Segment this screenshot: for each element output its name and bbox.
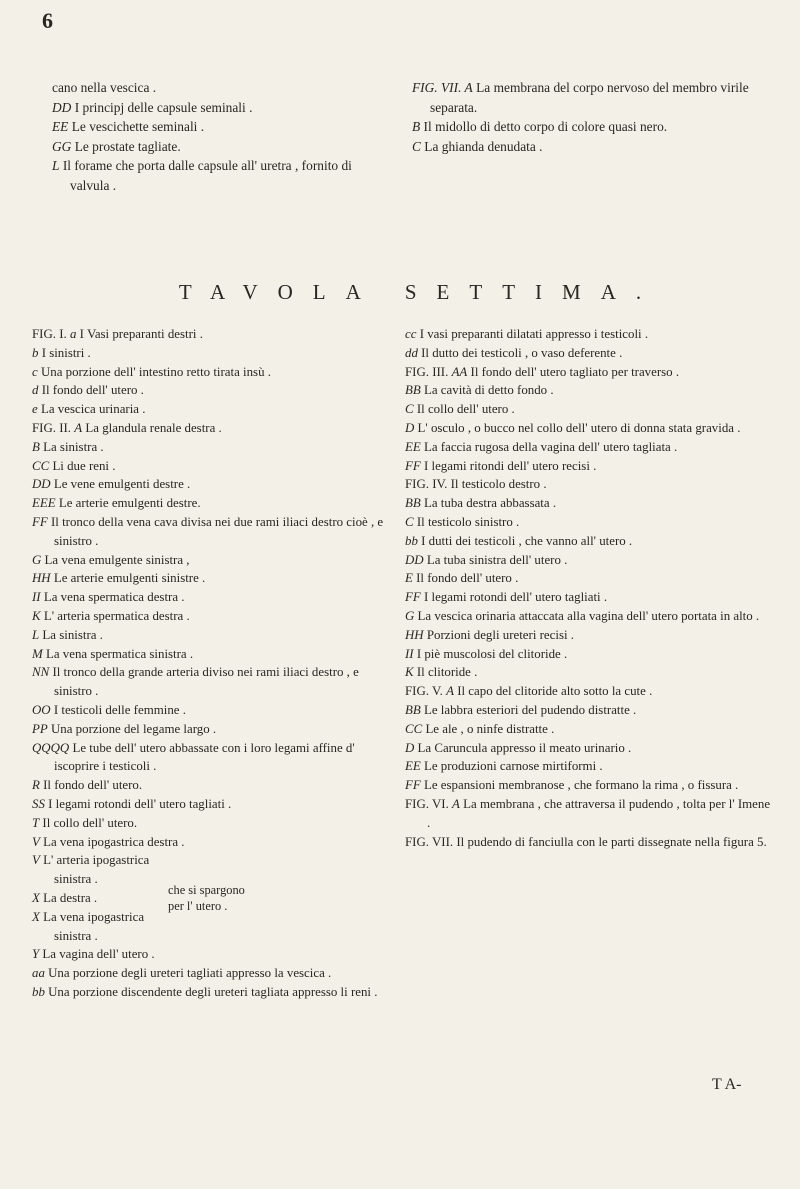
legend-entry: [32, 363, 384, 382]
legend-entry: [32, 607, 384, 626]
brace-text-2: per l' utero .: [168, 899, 228, 914]
legend-key: C: [405, 514, 414, 529]
legend-text: Il fondo dell' utero tagliato per traverso .: [470, 364, 680, 379]
legend-key: FF: [405, 458, 421, 473]
legend-text: Il capo del clitoride alto sotto la cute .: [457, 684, 653, 699]
legend-key: II: [405, 646, 414, 661]
legend-entry: [405, 701, 775, 720]
legend-entry: [405, 607, 775, 626]
legend-text: Le vescichette seminali .: [71, 119, 205, 135]
legend-entry: [405, 551, 775, 570]
plate-heading: TAVOLA SETTIMA.: [178, 280, 662, 304]
legend-entry: [52, 137, 352, 157]
legend-text: La vena emulgente sinistra ,: [44, 552, 190, 567]
legend-text: La vagina dell' utero .: [42, 947, 155, 962]
legend-entry: [32, 475, 384, 494]
legend-text: La vescica orinaria attaccata alla vagina dell' utero portata in alto .: [417, 608, 760, 623]
legend-text: I sinistri .: [41, 345, 91, 360]
legend-text: Il testicolo destro .: [450, 477, 547, 492]
legend-key: dd: [405, 345, 418, 360]
legend-key: BB: [405, 496, 421, 511]
legend-text: Porzioni degli ureteri recisi .: [426, 627, 574, 642]
legend-key: DD: [32, 477, 51, 492]
legend-text: Le arterie emulgenti destre.: [58, 496, 201, 511]
legend-entry: [405, 513, 775, 532]
legend-key: bb: [32, 984, 45, 999]
legend-text: Il fondo dell' utero.: [43, 778, 143, 793]
legend-key: HH: [405, 627, 424, 642]
legend-entry: [405, 626, 775, 645]
legend-entry: [32, 438, 384, 457]
legend-text: Il dutto dei testicoli , o vaso deferente .: [421, 345, 623, 360]
legend-key: E: [405, 571, 413, 586]
legend-entry: [405, 682, 775, 701]
legend-key: CC: [32, 458, 50, 473]
legend-text: La vescica urinaria .: [40, 402, 146, 417]
legend-key: FF: [32, 514, 48, 529]
legend-key: OO: [32, 702, 51, 717]
legend-entry: [32, 626, 384, 645]
legend-text: Li due reni .: [52, 458, 116, 473]
legend-text: Il tronco della grande arteria diviso nei rami iliaci destro , e sinistro .: [52, 665, 359, 699]
arteries-brace-group: [32, 851, 384, 945]
legend-entry: [32, 833, 384, 852]
legend-entry: [32, 513, 384, 551]
legend-entry: [405, 325, 775, 344]
legend-key: bb: [405, 533, 418, 548]
legend-key: X: [32, 909, 40, 924]
legend-key: SS: [32, 796, 45, 811]
legend-key: B: [32, 439, 40, 454]
legend-key: Y: [32, 947, 40, 962]
legend-text: Le labbra esteriori del pudendo distratte .: [423, 702, 637, 717]
legend-entry: [32, 551, 384, 570]
legend-entry: [32, 776, 384, 795]
legend-key: NN: [32, 665, 50, 680]
legend-entry: [32, 344, 384, 363]
legend-text: L' arteria spermatica destra .: [43, 608, 190, 623]
figure-label: FIG. VI.: [405, 796, 449, 811]
legend-key: V: [32, 853, 40, 868]
brace-text-1: che si spargono: [168, 883, 245, 898]
figure-label: FIG. VII.: [405, 834, 454, 849]
legend-text: Una porzione dell' intestino retto tirata insù .: [40, 364, 271, 379]
legend-text: La vena spermatica sinistra .: [45, 646, 194, 661]
legend-text: cano nella vescica .: [52, 80, 157, 95]
legend-text: Il clitoride .: [416, 665, 478, 680]
legend-text: Il tronco della vena cava divisa nei due rami iliaci destro cioè , e sinistro .: [50, 514, 384, 548]
legend-key: EE: [52, 119, 69, 135]
legend-entry: [405, 438, 775, 457]
legend-key: FIG. VII. A: [412, 80, 473, 95]
legend-key: d: [32, 383, 39, 398]
legend-text: I principj delle capsule seminali .: [74, 99, 253, 115]
legend-key: PP: [32, 721, 48, 736]
legend-text: Il fondo dell' utero .: [416, 571, 519, 586]
top-left-column: [52, 78, 352, 196]
left-column: [32, 325, 384, 1002]
legend-key: K: [32, 608, 41, 623]
legend-key: II: [32, 590, 41, 605]
legend-text: Una porzione degli ureteri tagliati appresso la vescica .: [48, 966, 332, 981]
legend-key: C: [412, 138, 421, 154]
legend-entry: [405, 419, 775, 438]
legend-entry: [405, 475, 775, 494]
legend-key: A: [446, 684, 454, 699]
legend-key: QQQQ: [32, 740, 70, 755]
figure-label: FIG. IV.: [405, 477, 448, 492]
legend-key: M: [32, 646, 43, 661]
legend-entry: [405, 494, 775, 513]
legend-text: Il collo dell' utero .: [416, 402, 515, 417]
legend-text: Il pudendo di fanciulla con le parti dissegnate nella figura 5.: [456, 834, 767, 849]
legend-text: I vasi preparanti dilatati appresso i testicoli .: [419, 327, 649, 341]
brace-note: [162, 882, 245, 914]
legend-text: L' osculo , o bucco nel collo dell' utero di donna stata gravida .: [417, 420, 741, 435]
legend-entry: [405, 645, 775, 664]
legend-key: D: [405, 740, 415, 755]
legend-key: K: [405, 665, 414, 680]
legend-text: Una porzione discendente degli ureteri tagliata appresso li reni .: [48, 984, 378, 999]
legend-entry: [32, 588, 384, 607]
catchword: T A-: [712, 1076, 742, 1093]
legend-entry: [32, 908, 162, 946]
legend-text: Le vene emulgenti destre .: [53, 477, 191, 492]
legend-key: DD: [405, 552, 424, 567]
legend-text: La sinistra .: [42, 627, 103, 642]
figure-label: FIG. V.: [405, 684, 443, 699]
legend-text: La destra .: [43, 890, 98, 905]
top-right-column: [412, 78, 772, 156]
legend-entry: [32, 851, 162, 889]
legend-entry: [32, 795, 384, 814]
legend-text: La tuba sinistra dell' utero .: [426, 552, 568, 567]
legend-key: HH: [32, 571, 51, 586]
legend-key: b: [32, 345, 39, 360]
legend-key: EE: [405, 759, 421, 774]
legend-entry: [32, 739, 384, 777]
legend-entry: [32, 569, 384, 588]
legend-text: I legami ritondi dell' utero recisi .: [423, 458, 597, 473]
legend-text: La cavità di detto fondo .: [423, 383, 554, 398]
legend-key: AA: [451, 364, 468, 379]
legend-entry: [32, 720, 384, 739]
legend-entry: [405, 776, 775, 795]
legend-text: Le ale , o ninfe distratte .: [425, 721, 555, 736]
legend-text: La membrana del corpo nervoso del membro virile separata.: [430, 80, 749, 115]
legend-text: Le espansioni membranose , che formano la rima , o fissura .: [423, 778, 739, 793]
legend-text: I legami rotondi dell' utero tagliati .: [48, 796, 232, 811]
legend-entry: [32, 400, 384, 419]
right-column: [405, 325, 775, 851]
legend-key: a: [69, 327, 77, 341]
legend-text: La vena ipogastrica sinistra .: [43, 909, 145, 943]
legend-key: BB: [405, 702, 421, 717]
legend-key: aa: [32, 966, 45, 981]
legend-key: D: [405, 420, 415, 435]
legend-key: L: [32, 627, 40, 642]
legend-key: FF: [405, 778, 421, 793]
legend-entry: [32, 325, 384, 344]
legend-entry: [405, 381, 775, 400]
legend-key: cc: [405, 327, 417, 341]
legend-entry: [32, 889, 162, 908]
legend-key: A: [74, 420, 83, 435]
legend-key: e: [32, 402, 38, 417]
legend-key: CC: [405, 721, 423, 736]
legend-text: Il fondo dell' utero .: [41, 383, 144, 398]
legend-entry: [405, 569, 775, 588]
legend-entry: [405, 532, 775, 551]
legend-key: G: [32, 552, 42, 567]
legend-text: Le arterie emulgenti sinistre .: [53, 571, 206, 586]
legend-text: I dutti dei testicoli , che vanno all' utero .: [421, 533, 633, 548]
legend-entry: [32, 457, 384, 476]
legend-entry: [32, 814, 384, 833]
legend-key: G: [405, 608, 415, 623]
legend-text: Una porzione del legame largo .: [50, 721, 217, 736]
legend-key: c: [32, 364, 38, 379]
legend-entry: [52, 156, 352, 195]
legend-entry: [32, 494, 384, 513]
legend-text: Le prostate tagliate.: [74, 138, 181, 154]
legend-entry: [32, 945, 384, 964]
legend-text: L' arteria ipogastrica sinistra .: [43, 853, 150, 887]
legend-key: BB: [405, 383, 421, 398]
legend-text: Il testicolo sinistro .: [416, 514, 520, 529]
legend-text: La vena spermatica destra .: [43, 590, 185, 605]
legend-text: Il midollo di detto corpo di colore quasi nero.: [423, 119, 668, 135]
legend-key: T: [32, 815, 40, 830]
figure-label: FIG. I.: [32, 327, 67, 341]
legend-entry: [405, 739, 775, 758]
legend-entry: [32, 419, 384, 438]
figure-label: FIG. II.: [32, 420, 72, 435]
legend-text: La tuba destra abbassata .: [423, 496, 557, 511]
legend-entry: [32, 983, 384, 1002]
legend-entry: [405, 833, 775, 852]
legend-entry: [405, 363, 775, 382]
legend-text: I Vasi preparanti destri .: [79, 327, 203, 341]
legend-text: La sinistra .: [43, 439, 104, 454]
figure-label: FIG. III.: [405, 364, 449, 379]
legend-key: L: [52, 158, 60, 174]
legend-text: La glandula renale destra .: [85, 420, 222, 435]
legend-key: EEE: [32, 496, 56, 511]
legend-key: V: [32, 834, 40, 849]
legend-key: X: [32, 890, 40, 905]
legend-entry: [405, 663, 775, 682]
legend-entry: [52, 117, 352, 137]
legend-text: I legami rotondi dell' utero tagliati .: [423, 590, 608, 605]
legend-text: La ghianda denudata .: [424, 138, 543, 154]
legend-text: I testicoli delle femmine .: [53, 702, 186, 717]
legend-entry: [412, 78, 772, 117]
legend-text: La vena ipogastrica destra .: [43, 834, 185, 849]
legend-key: B: [412, 119, 421, 135]
legend-entry: [32, 645, 384, 664]
legend-entry: [52, 98, 352, 118]
legend-entry: [32, 381, 384, 400]
legend-text: La Caruncula appresso il meato urinario .: [417, 740, 632, 755]
legend-entry: [32, 701, 384, 720]
page-number: 6: [42, 8, 53, 33]
legend-entry: [405, 720, 775, 739]
legend-entry: [405, 400, 775, 419]
legend-key: C: [405, 402, 414, 417]
legend-entry: [412, 117, 772, 137]
legend-text: La faccia rugosa della vagina dell' utero tagliata .: [423, 439, 678, 454]
legend-text: I piè muscolosi del clitoride .: [416, 646, 568, 661]
legend-entry: [412, 137, 772, 157]
legend-entry: [52, 78, 352, 98]
legend-entry: [405, 457, 775, 476]
legend-entry: [405, 588, 775, 607]
legend-key: GG: [52, 138, 72, 154]
legend-text: Il collo dell' utero.: [42, 815, 138, 830]
legend-entry: [32, 964, 384, 983]
legend-key: DD: [52, 99, 72, 115]
legend-entry: [32, 663, 384, 701]
legend-text: Le tube dell' utero abbassate con i loro legami affine d' iscoprire i testicoli .: [54, 740, 355, 774]
legend-text: Le produzioni carnose mirtiformi .: [423, 759, 603, 774]
legend-key: A: [452, 796, 460, 811]
legend-entry: [405, 795, 775, 833]
legend-entry: [405, 757, 775, 776]
legend-key: R: [32, 778, 40, 793]
legend-entry: [405, 344, 775, 363]
legend-text: Il forame che porta dalle capsule all' uretra , fornito di valvula .: [62, 158, 352, 193]
legend-key: EE: [405, 439, 421, 454]
legend-text: La membrana , che attraversa il pudendo , tolta per l' Imene .: [427, 796, 771, 830]
legend-key: FF: [405, 590, 421, 605]
